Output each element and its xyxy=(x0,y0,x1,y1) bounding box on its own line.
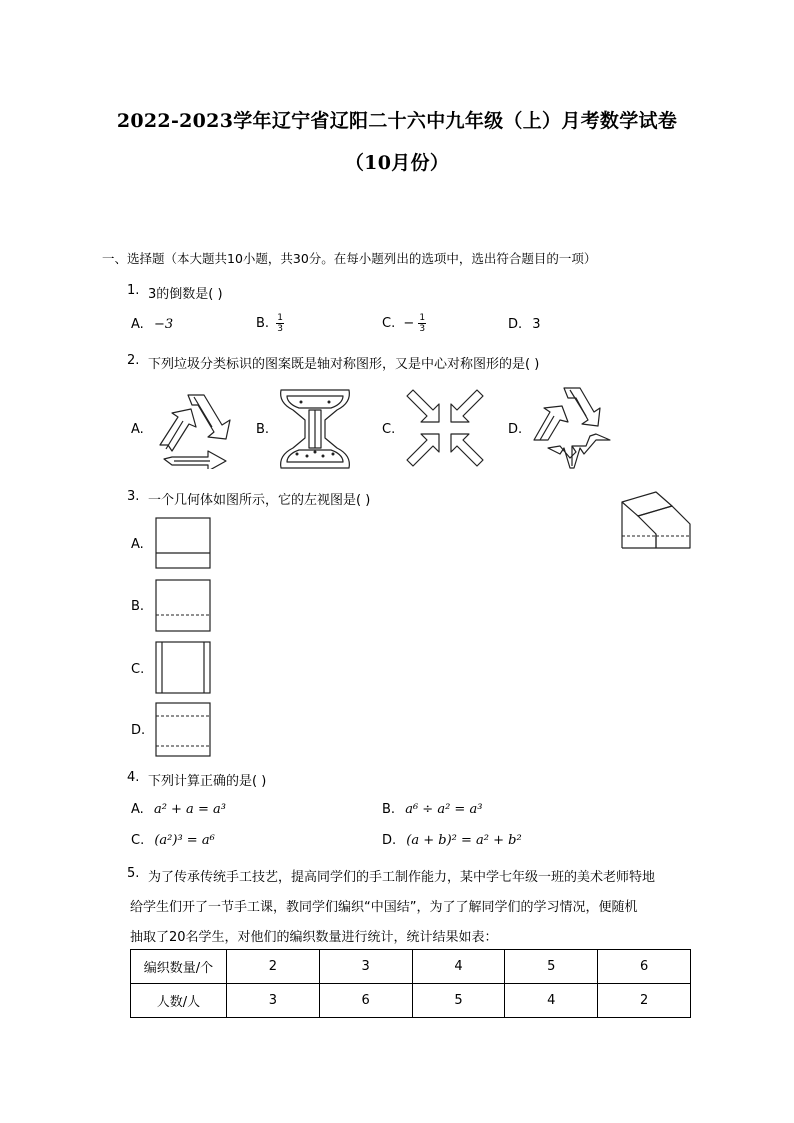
q1-option-d-value: 3 xyxy=(532,317,541,332)
q4-option-a-expr: a² + a = a³ xyxy=(153,802,226,817)
q5-text-line3: 抽取了20名学生，对他们的编织数量进行统计，统计结果如表： xyxy=(130,930,498,945)
q1-option-c-letter: C. xyxy=(382,316,396,331)
q4-option-d-letter: D. xyxy=(382,833,397,848)
table-cell: 2 xyxy=(227,950,320,984)
q3-option-c-letter[interactable]: C. xyxy=(131,662,145,677)
q4-option-c[interactable] xyxy=(131,833,215,848)
q4-number: 4. xyxy=(127,770,140,785)
q1-option-c-denominator: 3 xyxy=(419,324,426,334)
q2-option-c-letter[interactable]: C. xyxy=(382,422,396,437)
q4-stem: 下列计算正确的是( ) xyxy=(148,774,267,789)
q3-option-b-view xyxy=(155,579,212,633)
q2-stem: 下列垃圾分类标识的图案既是轴对称图形，又是中心对称图形的是( ) xyxy=(148,357,540,372)
q4-option-c-expr: (a²)³ = a⁶ xyxy=(154,833,215,848)
q4-option-b-expr: a⁶ ÷ a² = a³ xyxy=(405,802,483,817)
table-row-header: 编织数量/个 xyxy=(131,950,227,984)
table-row-header: 人数/人 xyxy=(131,984,227,1018)
q4-option-d-expr: (a + b)² = a² + b² xyxy=(406,833,522,848)
solid-figure-diagram xyxy=(620,490,692,552)
q1-option-a-letter: A. xyxy=(131,317,144,332)
q5-text-line2: 给学生们开了一节手工课，教同学们编织“中国结”，为了了解同学们的学习情况，便随机 xyxy=(130,900,638,915)
four-inward-arrows-icon xyxy=(405,388,485,468)
q1-option-b-fraction xyxy=(276,313,284,334)
table-row xyxy=(131,950,691,984)
q1-option-c-numerator: 1 xyxy=(419,313,426,323)
q1-stem: 3的倒数是( ) xyxy=(148,287,223,302)
exam-title-month: （10月份） xyxy=(344,152,450,174)
table-cell: 4 xyxy=(505,984,598,1018)
q3-option-d-letter[interactable]: D. xyxy=(131,723,146,738)
q1-option-a[interactable] xyxy=(131,317,173,332)
q1-option-c[interactable] xyxy=(382,313,426,334)
q3-stem: 一个几何体如图所示，它的左视图是( ) xyxy=(148,493,371,508)
q4-option-c-letter: C. xyxy=(131,833,145,848)
q4-option-d[interactable] xyxy=(382,833,522,848)
q4-option-b-letter: B. xyxy=(382,802,396,817)
table-row xyxy=(131,984,691,1018)
q1-option-b-letter: B. xyxy=(256,316,270,331)
q2-number: 2. xyxy=(127,353,140,368)
q3-option-a-letter[interactable]: A. xyxy=(131,537,144,552)
table-cell: 6 xyxy=(598,950,691,984)
table-cell: 2 xyxy=(598,984,691,1018)
hourglass-bin-icon xyxy=(275,386,355,472)
q3-option-d-view xyxy=(155,702,212,758)
q1-option-b-numerator: 1 xyxy=(277,313,283,323)
table-cell: 5 xyxy=(505,950,598,984)
q1-option-d-letter: D. xyxy=(508,317,523,332)
q3-number: 3. xyxy=(127,489,140,504)
recycle-arrows-icon xyxy=(150,387,242,469)
q5-number: 5. xyxy=(127,866,140,881)
table-cell: 5 xyxy=(412,984,505,1018)
q2-option-d-letter[interactable]: D. xyxy=(508,422,523,437)
table-cell: 3 xyxy=(319,950,412,984)
q4-option-a-letter: A. xyxy=(131,802,144,817)
table-cell: 6 xyxy=(319,984,412,1018)
q5-text-line1: 为了传承传统手工技艺，提高同学们的手工制作能力，某中学七年级一班的美术老师特地 xyxy=(148,870,656,885)
q2-option-a-letter[interactable]: A. xyxy=(131,422,144,437)
q1-option-c-fraction xyxy=(418,313,426,334)
section-header: 一、选择题（本大题共10小题，共30分。在每小题列出的选项中，选出符合题目的一项） xyxy=(102,251,597,266)
q3-option-a-view xyxy=(155,517,212,570)
q4-option-b[interactable] xyxy=(382,802,482,817)
table-cell: 3 xyxy=(227,984,320,1018)
recycle-triangle-icon xyxy=(530,382,614,470)
q1-option-b-denominator: 3 xyxy=(277,324,283,334)
q2-option-b-letter[interactable]: B. xyxy=(256,422,270,437)
q1-option-a-value: −3 xyxy=(153,317,174,332)
q3-option-c-view xyxy=(155,641,212,695)
q4-option-a[interactable] xyxy=(131,802,226,817)
q1-option-d[interactable] xyxy=(508,317,541,332)
q5-statistics-table xyxy=(130,949,691,1018)
table-cell: 4 xyxy=(412,950,505,984)
q1-number: 1. xyxy=(127,283,140,298)
q1-option-c-sign: − xyxy=(403,316,415,331)
q3-option-b-letter[interactable]: B. xyxy=(131,599,145,614)
exam-title: 2022-2023学年辽宁省辽阳二十六中九年级（上）月考数学试卷 xyxy=(116,110,678,132)
q1-option-b[interactable] xyxy=(256,313,284,334)
